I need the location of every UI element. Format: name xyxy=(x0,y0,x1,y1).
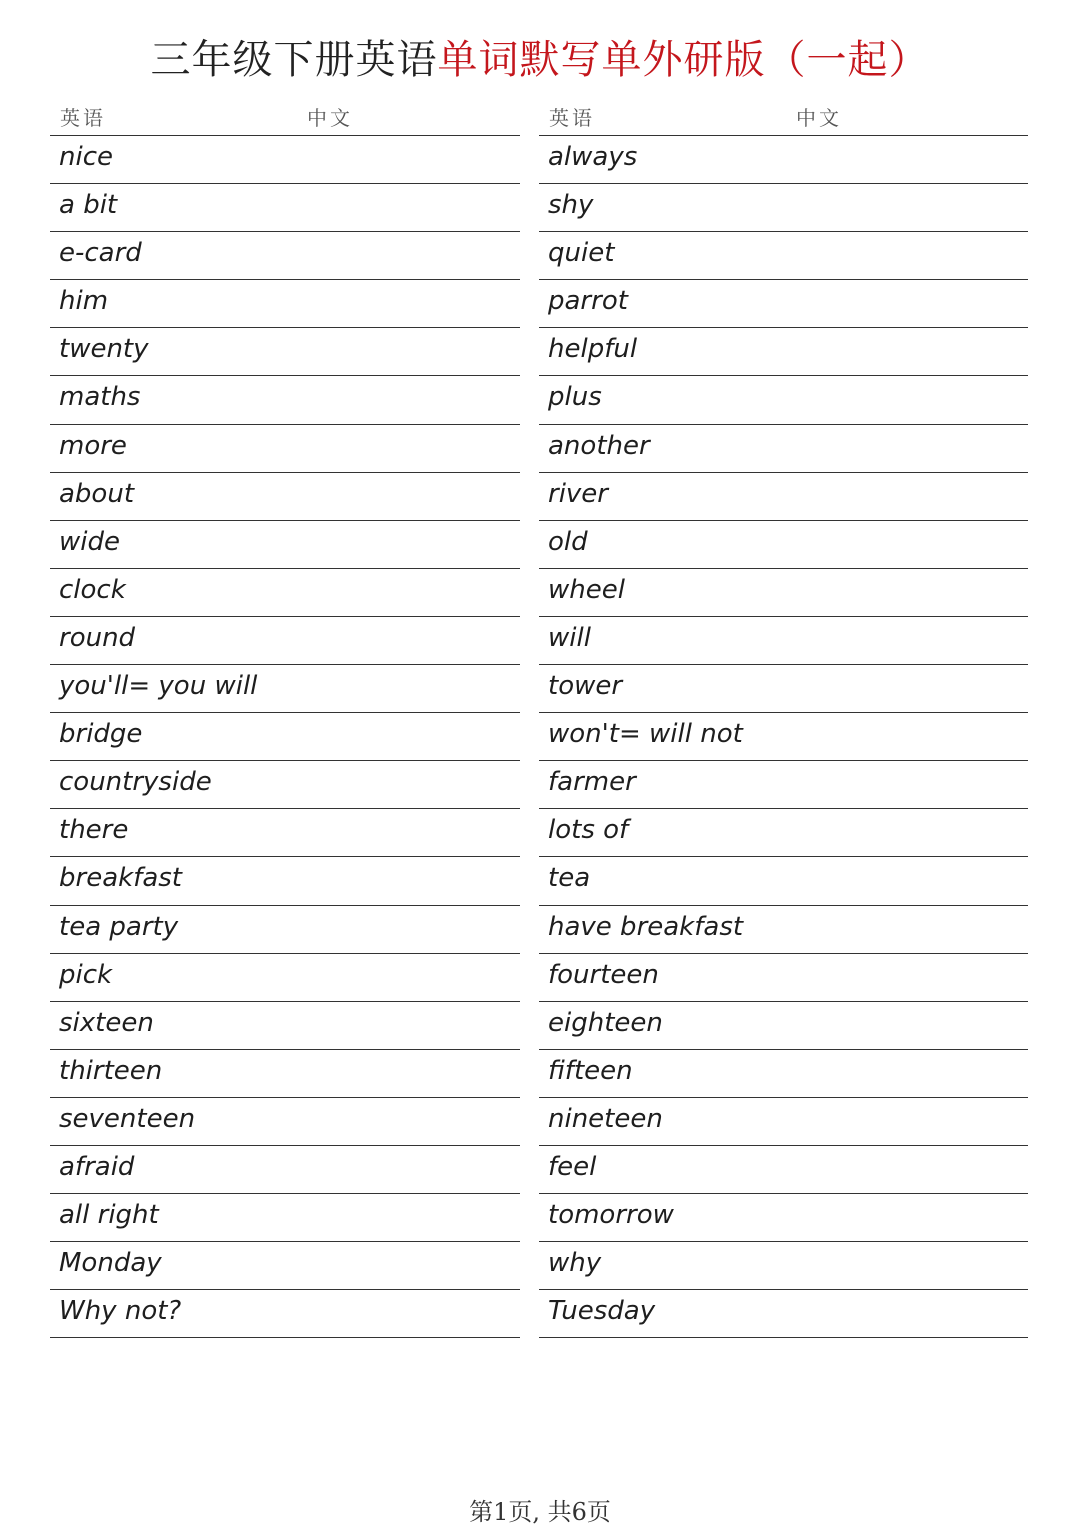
english-word: wide xyxy=(59,526,120,557)
english-word: nineteen xyxy=(548,1103,663,1134)
english-word: maths xyxy=(59,382,141,413)
english-word: wheel xyxy=(548,574,625,605)
word-row xyxy=(539,954,1028,1002)
word-row xyxy=(50,1002,520,1050)
right-word-column xyxy=(539,92,1028,1338)
english-word: pick xyxy=(59,959,113,990)
english-word: farmer xyxy=(548,767,636,798)
left-word-column xyxy=(50,92,520,1338)
english-word: nice xyxy=(59,142,113,172)
word-row xyxy=(50,761,520,809)
word-row xyxy=(539,569,1028,617)
word-row xyxy=(50,521,520,569)
left-header-chinese: 中文 xyxy=(307,106,353,130)
word-row xyxy=(50,184,520,232)
english-word: eighteen xyxy=(548,1007,663,1038)
word-row xyxy=(50,280,520,328)
right-word-list xyxy=(539,136,1028,1338)
english-word: why xyxy=(548,1248,602,1279)
english-word: Why not? xyxy=(59,1296,182,1327)
word-row xyxy=(539,713,1028,761)
left-column-header xyxy=(50,92,520,136)
left-word-list xyxy=(50,136,520,1338)
word-row xyxy=(539,1290,1028,1338)
word-row xyxy=(539,184,1028,232)
left-header-english: 英语 xyxy=(60,106,106,130)
english-word: tea party xyxy=(59,911,179,942)
word-row xyxy=(539,376,1028,424)
english-word: more xyxy=(59,430,127,461)
word-row xyxy=(539,1194,1028,1242)
english-word: tower xyxy=(548,671,623,702)
english-word: clock xyxy=(59,574,126,605)
english-word: you'll= you will xyxy=(59,671,258,702)
english-word: all right xyxy=(59,1200,159,1231)
word-row xyxy=(539,809,1028,857)
word-row xyxy=(50,1242,520,1290)
word-row xyxy=(50,1098,520,1146)
word-row xyxy=(539,1002,1028,1050)
word-row xyxy=(50,1290,520,1338)
english-word: bridge xyxy=(59,719,143,750)
english-word: fifteen xyxy=(548,1055,633,1086)
english-word: parrot xyxy=(548,286,628,317)
word-row xyxy=(539,1098,1028,1146)
word-row xyxy=(50,136,520,184)
english-word: feel xyxy=(548,1151,597,1182)
word-row xyxy=(50,232,520,280)
word-row xyxy=(539,665,1028,713)
english-word: fourteen xyxy=(548,959,659,990)
english-word: seventeen xyxy=(59,1103,196,1134)
word-row xyxy=(539,1146,1028,1194)
english-word: countryside xyxy=(59,767,212,798)
word-row xyxy=(539,761,1028,809)
english-word: Tuesday xyxy=(548,1296,656,1327)
word-row xyxy=(50,376,520,424)
word-row xyxy=(50,617,520,665)
english-word: tea xyxy=(548,863,591,894)
word-row xyxy=(539,617,1028,665)
page-title xyxy=(0,30,1080,90)
english-word: have breakfast xyxy=(548,911,744,942)
word-row xyxy=(539,473,1028,521)
word-row xyxy=(539,906,1028,954)
english-word: thirteen xyxy=(59,1055,163,1086)
word-row xyxy=(50,809,520,857)
word-row xyxy=(539,328,1028,376)
english-word: tomorrow xyxy=(548,1200,674,1231)
english-word: him xyxy=(59,286,109,317)
english-word: helpful xyxy=(548,334,638,365)
right-column-header xyxy=(539,92,1028,136)
title-black-part: 三年级下册英语 xyxy=(150,37,438,83)
english-word: another xyxy=(548,430,650,461)
word-row xyxy=(50,713,520,761)
english-word: shy xyxy=(548,190,594,221)
word-row xyxy=(50,857,520,905)
right-header-chinese: 中文 xyxy=(796,106,842,130)
word-row xyxy=(50,665,520,713)
english-word: lots of xyxy=(548,815,629,846)
word-row xyxy=(50,328,520,376)
word-row xyxy=(50,425,520,473)
english-word: Monday xyxy=(59,1248,162,1279)
english-word: e-card xyxy=(59,238,142,269)
word-row xyxy=(50,954,520,1002)
word-row xyxy=(539,521,1028,569)
english-word: afraid xyxy=(59,1151,135,1182)
right-header-english: 英语 xyxy=(549,106,595,130)
word-row xyxy=(50,1194,520,1242)
english-word: always xyxy=(548,142,638,172)
word-row xyxy=(539,425,1028,473)
english-word: breakfast xyxy=(59,863,183,894)
english-word: will xyxy=(548,622,591,653)
english-word: there xyxy=(59,815,129,846)
english-word: about xyxy=(59,478,135,509)
word-row xyxy=(539,232,1028,280)
english-word: won't= will not xyxy=(548,719,743,750)
english-word: a bit xyxy=(59,190,118,221)
english-word: twenty xyxy=(59,334,149,365)
english-word: quiet xyxy=(548,238,615,269)
word-row xyxy=(50,473,520,521)
word-row xyxy=(539,280,1028,328)
word-row xyxy=(50,1050,520,1098)
english-word: old xyxy=(548,526,588,557)
word-row xyxy=(50,569,520,617)
word-row xyxy=(50,1146,520,1194)
english-word: sixteen xyxy=(59,1007,154,1038)
word-row xyxy=(539,136,1028,184)
word-row xyxy=(539,1242,1028,1290)
word-row xyxy=(50,906,520,954)
english-word: round xyxy=(59,622,136,653)
word-row xyxy=(539,857,1028,905)
page-footer: 第1页, 共6页 xyxy=(469,1498,611,1526)
title-red-part: 单词默写单外研版（一起） xyxy=(437,37,930,83)
english-word: plus xyxy=(548,382,602,413)
english-word: river xyxy=(548,478,608,509)
word-row xyxy=(539,1050,1028,1098)
